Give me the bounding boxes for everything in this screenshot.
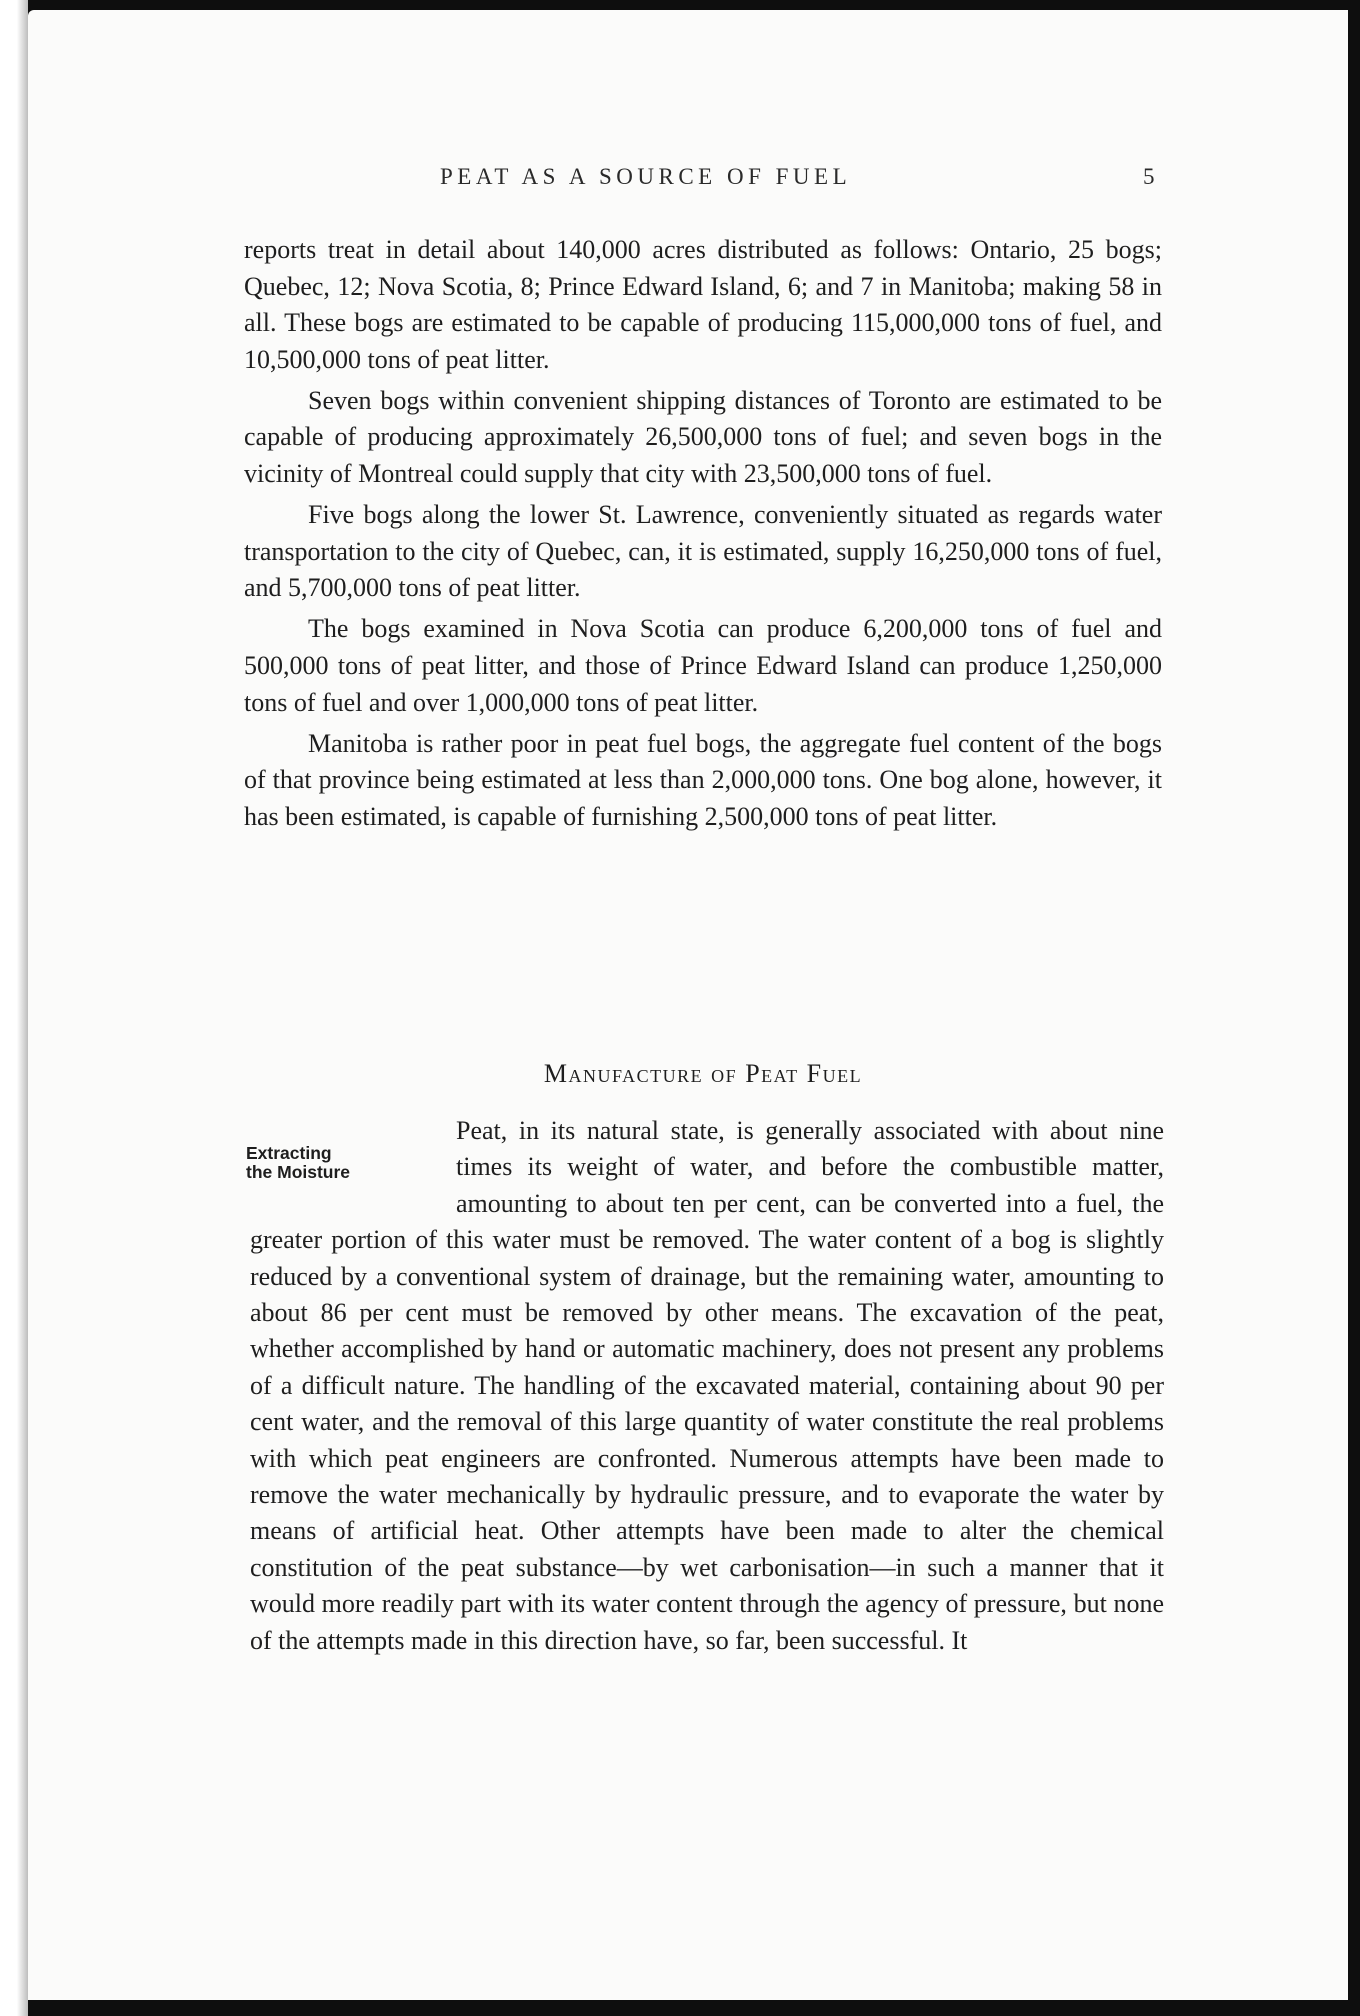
paragraph: reports treat in detail about 140,000 acres distributed as follows: Ontario, 25 bogs; Quebec, 12; Nova Scotia, 8; Prince Edward Island, 6; and 7 in Manitoba; making 58 in all. These bogs are estimated to be capable of producing 115,000,000 tons of fuel, and 10,500,000 tons of peat litter. [244, 235, 1162, 374]
paragraph: Manitoba is rather poor in peat fuel bogs, the aggregate fuel content of the bogs of that province being estimated at less than 2,000,000 tons. One bog alone, however, it has been estimated, is capable of furnishing 2,500,000 tons of peat litter. [244, 728, 1162, 831]
section-paragraph: Peat, in its natural state, is generally associated with about nine times its weight of water, and before the combustible matter, amounting to about ten per cent, can be converted into a fuel, the greater portion of this water must be removed. The water content of a bog is slightly reduced by a conventional system of drainage, but the remaining water, amounting to about 86 per cent must be removed by other means. The excavation of the peat, whether accomplished by hand or automatic machinery, does not present any problems of a difficult nature. The handling of the excavated material, containing about 90 per cent water, and the removal of this large quantity of water constitute the real problems with which peat engineers are confronted. Numerous attempts have been made to remove the water mechanically by hydraulic pressure, and to evaporate the water by means of artificial heat. Other attempts have been made to alter the chemical constitution of the peat substance—by wet carbonisation—in such a manner that it would more readily part with its water content through the agency of pressure, but none of the attempts made in this direction have, so far, been successful. It [250, 1116, 1164, 1655]
body-text [244, 232, 1162, 840]
page-number: 5 [1143, 164, 1155, 189]
section-heading: Manufacture of Peat Fuel [543, 1059, 863, 1088]
paragraph: Five bogs along the lower St. Lawrence, conveniently situated as regards water transportation to the city of Quebec, can, it is estimated, supply 16,250,000 tons of fuel, and 5,700,000 tons of peat litter. [244, 500, 1162, 603]
running-head: PEAT AS A SOURCE OF FUEL [440, 164, 852, 189]
margin-note-line: Extracting [246, 1143, 332, 1163]
paragraph: Seven bogs within convenient shipping distances of Toronto are estimated to be capable of producing approximately 26,500,000 tons of fuel; and seven bogs in the vicinity of Montreal could supply that city with 23,500,000 tons of fuel. [244, 385, 1162, 489]
section-body [250, 1113, 1164, 1659]
paragraph: The bogs examined in Nova Scotia can produce 6,200,000 tons of fuel and 500,000 tons of peat litter, and those of Prince Edward Island can produce 1,250,000 tons of fuel and over 1,000,000 tons of peat litter. [244, 614, 1162, 717]
left-page-edge [0, 0, 28, 2016]
margin-note-space [250, 1113, 456, 1221]
margin-note-line: the Moisture [246, 1162, 351, 1182]
